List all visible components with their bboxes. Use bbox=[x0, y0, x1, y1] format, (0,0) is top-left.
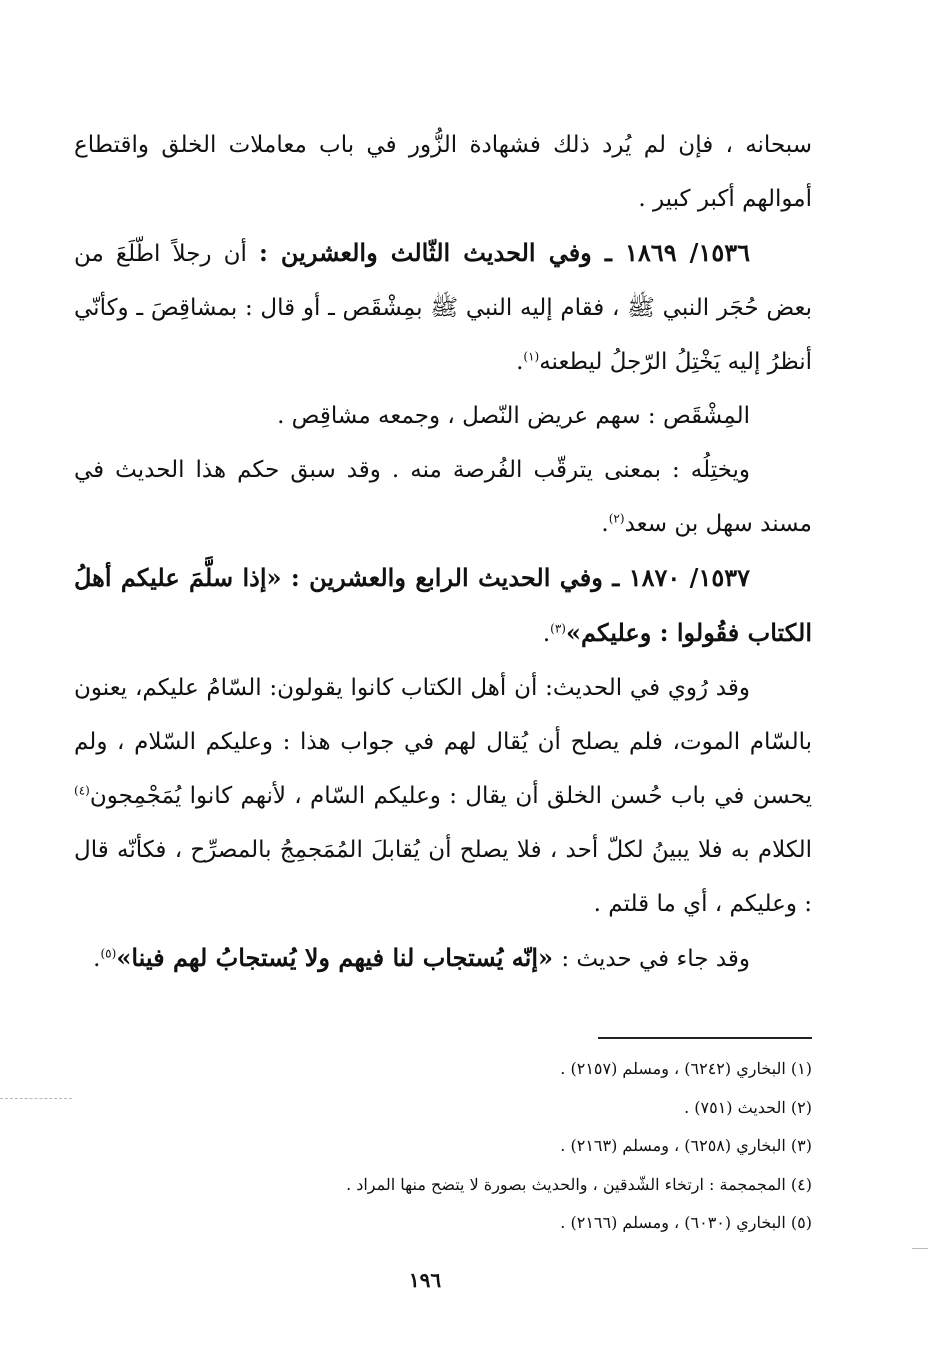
paragraph-text: المِشْقَص : سهم عريض النّصل ، وجمعه مشاقِص . bbox=[277, 403, 750, 429]
definition-mishqas bbox=[74, 389, 812, 443]
footnote-2: (٢) الحديث (٧٥١) . bbox=[684, 1097, 812, 1117]
footnote-1: (١) البخاري (٦٢٤٢) ، ومسلم (٢١٥٧) . bbox=[560, 1059, 812, 1078]
main-text bbox=[74, 118, 812, 986]
page-number: ١٩٦ bbox=[408, 1268, 442, 1292]
hadith-quote: «إذا سلَّمَ عليكم أهلُ الكتاب فقُولوا : وعليكم» bbox=[74, 563, 812, 647]
footnote-ref: (١) bbox=[523, 349, 540, 364]
paragraph-text-continued: الكلام به فلا يبينُ لكلّ أحد ، فلا يصلح أن يُقابلَ المُمَجمِجُ بالمصرِّح ، فكأنّه قال : وعليكم ، أي ما قلتم . bbox=[74, 837, 812, 917]
hadith-1537: ١٥٣٧/ ١٨٧٠ ـ وفي الحديث الرابع والعشرين : «إذا سلَّمَ عليكم أهلُ الكتاب فقُولوا : وعليكم»$^{(٣)}$. bbox=[74, 563, 812, 647]
footnotes bbox=[180, 1050, 812, 1243]
hadith-text: أن رجلاً اطّلَعَ من بعض حُجَر النبي ﷺ ، فقام إليه النبي ﷺ بمِشْقَص ـ أو قال : بمشاقِصَ ـ وكأنّي أنظرُ إليه يَخْتِلُ الرّجلُ ليطعنه bbox=[74, 241, 812, 375]
paragraph-text: ويختِلُه : بمعنى يترقّب الفُرصة منه . وقد سبق حكم هذا الحديث في مسند سهل بن سعد bbox=[74, 457, 812, 537]
hadith-heading: ١٥٣٧/ ١٨٧٠ ـ وفي الحديث الرابع والعشرين : bbox=[290, 563, 750, 592]
definition-yakhtiluh: ويختِلُه : بمعنى يترقّب الفُرصة منه . وقد سبق حكم هذا الحديث في مسند سهل بن سعد$^{(٢)}$. bbox=[74, 457, 812, 537]
footnote-4: (٤) المجمجمة : ارتخاء الشّدقين ، والحديث بصورة لا يتضح منها المراد . bbox=[346, 1174, 812, 1194]
closing-paragraph: وقد جاء في حديث : «إنّه يُستجاب لنا فيهم ولا يُستجابُ لهم فينا»$^{(٥)}$. bbox=[93, 943, 750, 972]
scan-artifact bbox=[912, 1248, 928, 1249]
footnote-ref: (٥) bbox=[100, 946, 117, 961]
commentary-paragraph bbox=[74, 661, 812, 931]
footnote-ref: (٣) bbox=[550, 621, 566, 636]
footnote-3: (٣) البخاري (٦٢٥٨) ، ومسلم (٢١٦٣) . bbox=[560, 1136, 812, 1155]
paragraph-text: سبحانه ، فإن لم يُرد ذلك فشهادة الزُّور في باب معاملات الخلق واقتطاع أموالهم أكبر كبير . bbox=[74, 132, 812, 212]
paragraph-continuation bbox=[74, 118, 812, 226]
scan-artifact bbox=[0, 1098, 72, 1099]
hadith-1536: ١٥٣٦/ ١٨٦٩ ـ وفي الحديث الثّالث والعشرين : أن رجلاً اطّلَعَ من بعض حُجَر النبي ﷺ ، فقام إليه النبي ﷺ بمِشْقَص ـ أو قال : بمشاقِصَ ـ وكأنّي أنظرُ إليه يَخْتِلُ الرّجلُ ليطعنه$^{(١)}$. bbox=[74, 238, 812, 375]
paragraph-text: وقد جاء في حديث : bbox=[561, 946, 750, 972]
hadith-heading: ١٥٣٦/ ١٨٦٩ ـ وفي الحديث الثّالث والعشرين : bbox=[258, 238, 751, 267]
footnote-ref: (٢) bbox=[608, 511, 625, 526]
footnote-ref: (٤) bbox=[74, 783, 90, 798]
footnote-5: (٥) البخاري (٦٠٣٠) ، ومسلم (٢١٦٦) . bbox=[560, 1213, 812, 1232]
footnote-separator bbox=[598, 1037, 812, 1039]
hadith-quote: «إنّه يُستجاب لنا فيهم ولا يُستجابُ لهم فينا» bbox=[116, 943, 562, 972]
paragraph-text: وقد رُوي في الحديث: أن أهل الكتاب كانوا يقولون: السّامُ عليكم، يعنون بالسّام الموت، فلم يصلح أن يُقال لهم في جواب هذا : وعليكم السّلام ، ولم يحسن في باب حُسن الخلق أن يقال : وعليكم السّام ، لأنهم كانوا يُمَجْمِجون bbox=[74, 675, 812, 809]
